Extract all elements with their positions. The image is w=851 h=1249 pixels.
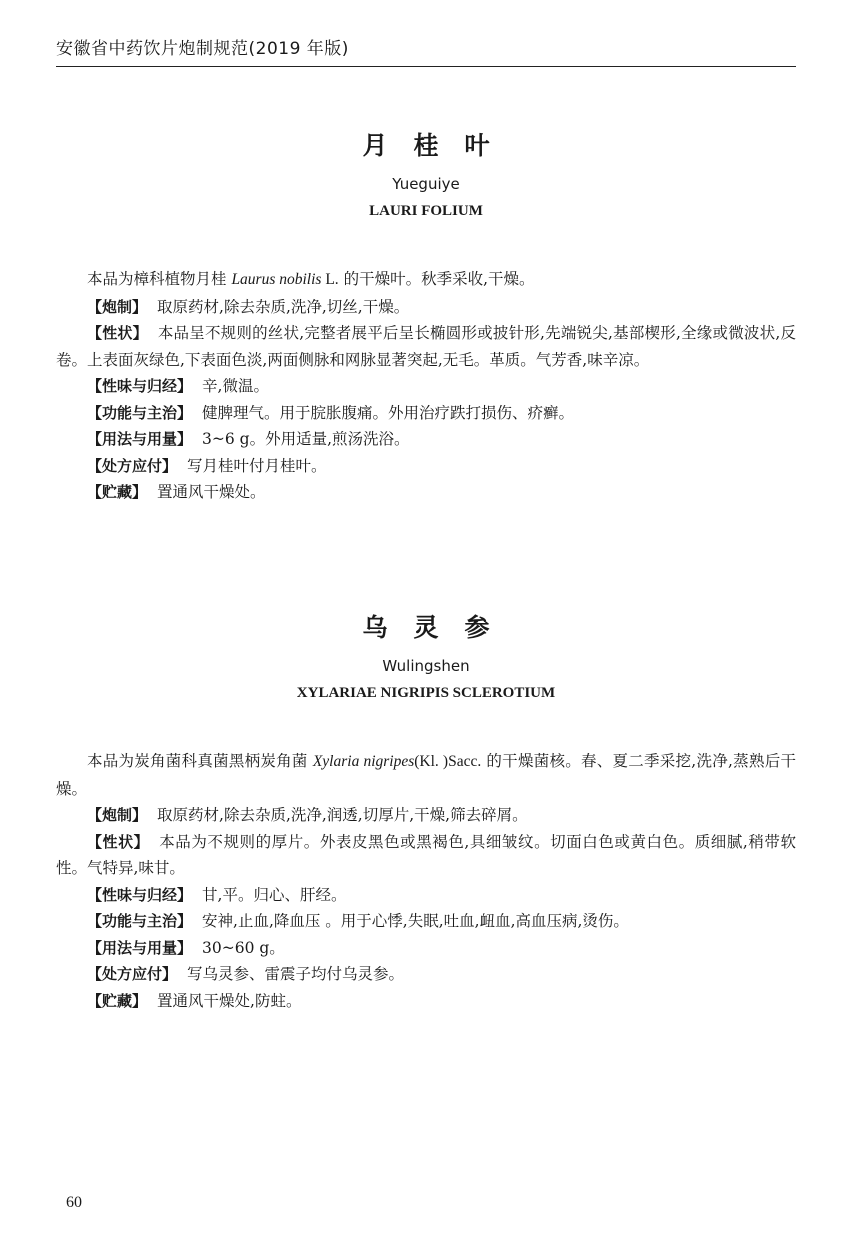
entry-intro: 本品为樟科植物月桂 Laurus nobilis L. 的干燥叶。秋季采收,干燥。: [87, 270, 535, 288]
section-description: 【性状】 本品为不规则的厚片。外表皮黑色或黑褐色,具细皱纹。切面白色或黄白色。质细腻,稍带软性。气特异,味甘。: [56, 832, 796, 877]
section-label: 【性状】: [87, 832, 150, 851]
section-label: 【功能与主治】: [87, 912, 193, 930]
entry-intro: 本品为炭角菌科真菌黑柄炭角菌 Xylaria nigripes(Kl. )Sacc. 的干燥菌核。春、夏二季采挖,洗净,蒸熟后干燥。: [56, 752, 796, 798]
page-number: 60: [66, 1194, 82, 1211]
section-prescription: 【处方应付】 写月桂叶付月桂叶。: [87, 456, 327, 475]
section-label: 【用法与用量】: [87, 938, 193, 957]
section-nature-meridian: 【性味与归经】 辛,微温。: [87, 377, 269, 395]
section-label: 【炮制】: [87, 806, 148, 824]
section-description: 【性状】 本品呈不规则的丝状,完整者展平后呈长椭圆形或披针形,先端锐尖,基部楔形,全缘或微波状,反卷。上表面灰绿色,下表面色淡,两面侧脉和网脉显著突起,无毛。革质。气芳香,味辛凉。: [56, 324, 796, 369]
section-nature-meridian: 【性味与归经】 甘,平。归心、肝经。: [87, 885, 347, 904]
section-label: 【贮藏】: [87, 991, 148, 1010]
section-label: 【处方应付】: [87, 965, 178, 983]
header-rule: [56, 66, 796, 67]
section-label: 【性味与归经】: [87, 377, 193, 395]
section-storage: 【贮藏】 置通风干燥处。: [87, 483, 266, 501]
monograph-lauri-folium: [56, 128, 796, 506]
section-prescription: 【处方应付】 写乌灵参、雷震子均付乌灵参。: [87, 965, 405, 983]
monograph-xylariae-nigripis-sclerotium: [56, 610, 796, 1014]
section-label: 【功能与主治】: [87, 403, 193, 422]
species-name: Laurus nobilis: [231, 271, 322, 288]
section-label: 【性状】: [87, 324, 148, 342]
running-header: 安徽省中药饮片炮制规范(2019 年版): [56, 39, 349, 59]
entry-title: 月桂叶: [362, 131, 516, 160]
entry-title: 乌灵参: [362, 613, 516, 642]
section-label: 【贮藏】: [87, 483, 148, 501]
entry-latin-name: LAURI FOLIUM: [369, 203, 483, 219]
species-name: Xylaria nigripes: [312, 753, 415, 770]
section-label: 【性味与归经】: [87, 885, 193, 904]
section-functions: 【功能与主治】 健脾理气。用于脘胀腹痛。外用治疗跌打损伤、疥癣。: [87, 403, 575, 422]
entry-pinyin: Wulingshen: [382, 657, 470, 675]
section-functions: 【功能与主治】 安神,止血,降血压 。用于心悸,失眠,吐血,衄血,高血压病,烫伤。: [87, 912, 629, 930]
entry-pinyin: Yueguiye: [392, 175, 460, 193]
section-storage: 【贮藏】 置通风干燥处,防蛀。: [87, 991, 302, 1010]
section-label: 【用法与用量】: [87, 430, 193, 448]
section-processing: 【炮制】 取原药材,除去杂质,洗净,润透,切厚片,干燥,筛去碎屑。: [87, 806, 528, 824]
section-dosage: 【用法与用量】 30~60 g。: [87, 938, 285, 957]
entry-latin-name: XYLARIAE NIGRIPIS SCLEROTIUM: [296, 685, 556, 701]
section-label: 【炮制】: [87, 297, 148, 316]
section-dosage: 【用法与用量】 3~6 g。外用适量,煎汤洗浴。: [87, 430, 410, 448]
section-processing: 【炮制】 取原药材,除去杂质,洗净,切丝,干燥。: [87, 297, 410, 316]
section-label: 【处方应付】: [87, 456, 178, 475]
